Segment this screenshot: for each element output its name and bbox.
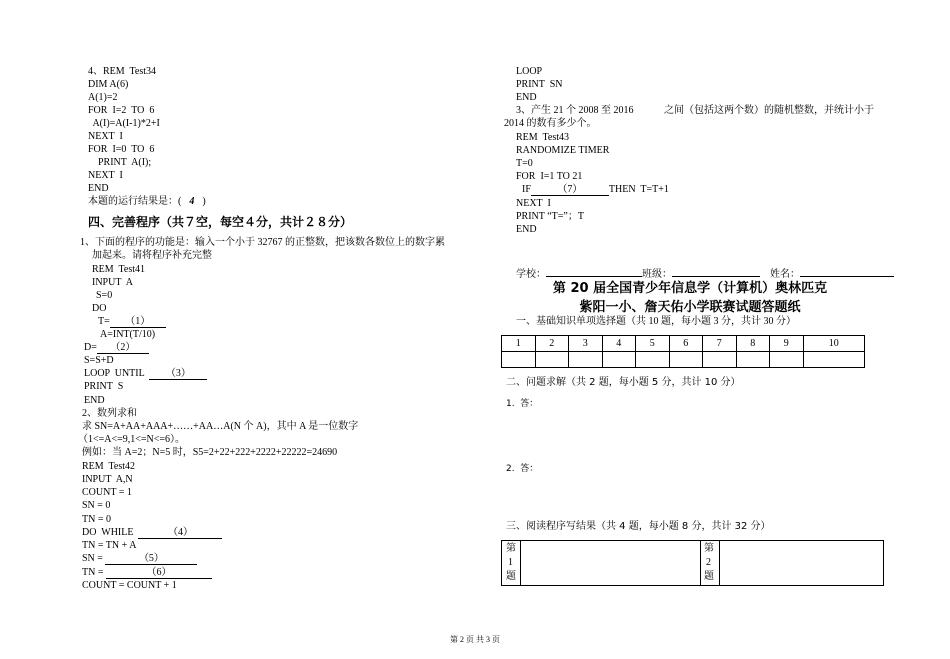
grid-number: 2 — [535, 336, 569, 352]
code-line: T=0 — [516, 158, 533, 169]
code-line: INPUT A,N — [82, 474, 133, 485]
answer-cell[interactable] — [736, 352, 770, 368]
p3-desc: 之间（包括这两个数）的随机整数，并统计小于 — [664, 105, 874, 116]
code-line: 4、REM Test34 — [88, 66, 157, 77]
code-line: DO — [92, 303, 107, 314]
code-line: SN = 0 — [82, 500, 111, 511]
code-line-blank — [82, 567, 212, 579]
p2-text: 2、数列求和 — [82, 408, 137, 419]
info-row — [516, 265, 894, 281]
answer-cell[interactable] — [535, 352, 569, 368]
q1-label: 题 — [506, 571, 516, 582]
code-text: T= — [98, 316, 110, 327]
reading-answer-box — [501, 540, 884, 586]
p1-desc: 1、下面的程序的功能是：输入一个小于 32767 的正整数，把该数各数位上的数字累 — [80, 237, 445, 248]
sheet-title: 第 20 届全国青少年信息学（计算机）奥林匹克 — [552, 281, 828, 296]
blank-1[interactable]: （1） — [110, 316, 166, 328]
blank-2[interactable]: （2） — [97, 342, 149, 354]
code-line: COUNT = 1 — [82, 487, 132, 498]
result-suffix: ) — [202, 196, 206, 207]
code-text: TN = — [82, 567, 106, 578]
blank-4[interactable]: （4） — [138, 527, 222, 539]
answer-cell[interactable] — [803, 352, 865, 368]
choice-answer-grid — [501, 335, 865, 368]
code-line: REM Test41 — [92, 264, 146, 275]
code-text: DO WHILE — [82, 527, 139, 538]
answer-cell[interactable] — [602, 352, 636, 368]
code-line: FOR I=0 TO 6 — [88, 144, 155, 155]
section2-title: 二、问题求解（共 2 题，每小题 5 分，共计 10 分） — [506, 377, 741, 388]
divider — [719, 540, 720, 585]
code-line-blank — [82, 553, 197, 565]
code-line: A=INT(T/10) — [100, 329, 156, 340]
code-line: END — [88, 183, 109, 194]
section4-title: 四、完善程序（共７空，每空４分，共计２８分） — [88, 215, 353, 229]
p2-text: 例如：当 A=2；N=5 时，S5=2+22+222+2222+22222=24690 — [82, 447, 338, 458]
name-label: 姓名： — [770, 269, 800, 280]
code-line: REM Test42 — [82, 461, 136, 472]
code-line: NEXT I — [516, 198, 551, 209]
school-label: 学校： — [516, 269, 546, 280]
code-text: SN = — [82, 553, 106, 564]
blank-3[interactable]: （3） — [149, 368, 207, 380]
code-line-blank — [82, 527, 222, 539]
answer1-label: 1. 答： — [506, 399, 539, 409]
grid-number: 3 — [569, 336, 603, 352]
grid-number: 7 — [703, 336, 737, 352]
answer-cell[interactable] — [669, 352, 703, 368]
code-line: END — [516, 224, 537, 235]
divider — [520, 540, 521, 585]
grid-number: 6 — [669, 336, 703, 352]
blank-6[interactable]: （6） — [106, 567, 212, 579]
code-line: DIM A(6) — [88, 79, 129, 90]
school-field[interactable] — [546, 265, 642, 277]
code-line: END — [516, 92, 537, 103]
code-line-blank — [84, 342, 149, 354]
code-line-blank — [98, 316, 166, 328]
code-line: NEXT I — [88, 131, 123, 142]
answer-cell[interactable] — [636, 352, 670, 368]
section3-title: 三、阅读程序写结果（共 4 题，每小题 8 分，共计 32 分） — [506, 521, 771, 532]
result-value: 4 — [189, 196, 195, 207]
code-line: FOR I=2 TO 6 — [88, 105, 155, 116]
class-label: 班级： — [642, 269, 672, 280]
p2-text: （1<=A<=9,1<=N<=6）。 — [78, 434, 186, 445]
code-line: S=0 — [96, 290, 113, 301]
p2-text: 求 SN=A+AA+AAA+……+AA…A(N 个 A)，其中 A 是一位数字 — [82, 421, 359, 432]
section1-title: 一、基础知识单项选择题（共 10 题，每小题 3 分，共计 30 分） — [516, 316, 796, 327]
code-line: PRINT “T=”；T — [516, 211, 584, 222]
code-line: REM Test43 — [516, 132, 570, 143]
divider — [700, 540, 701, 585]
grid-number: 5 — [636, 336, 670, 352]
code-line-blank — [522, 184, 669, 196]
grid-number: 1 — [502, 336, 536, 352]
code-line: RANDOMIZE TIMER — [516, 145, 610, 156]
class-field[interactable] — [672, 265, 760, 277]
code-line: TN = 0 — [82, 514, 111, 525]
p3-desc: 2014 的数有多少个。 — [504, 118, 597, 129]
code-line-blank — [84, 368, 207, 380]
grid-number: 4 — [602, 336, 636, 352]
code-line: END — [84, 395, 105, 406]
answer2-label: 2. 答： — [506, 464, 539, 474]
blank-7[interactable]: （7） — [531, 184, 609, 196]
page-footer: 第 2 页 共 3 页 — [450, 635, 500, 644]
code-line: PRINT A(I); — [88, 157, 152, 168]
p1-desc: 加起来。请将程序补充完整 — [92, 250, 212, 261]
name-field[interactable] — [800, 265, 894, 277]
code-line: S=S+D — [84, 355, 114, 366]
code-text: THEN T=T+1 — [608, 184, 669, 195]
code-line: LOOP — [516, 66, 543, 77]
code-line: COUNT = COUNT + 1 — [82, 580, 177, 591]
answer-cell[interactable] — [770, 352, 804, 368]
answer-cell[interactable] — [703, 352, 737, 368]
blank-5[interactable]: （5） — [105, 553, 197, 565]
code-line: NEXT I — [88, 170, 123, 181]
grid-number: 10 — [803, 336, 865, 352]
q2-label: 题 — [704, 571, 714, 582]
code-line: PRINT S — [84, 381, 124, 392]
q1-label: 1 — [508, 557, 513, 568]
code-line: INPUT A — [92, 277, 133, 288]
q4-result — [88, 196, 206, 208]
result-prefix: 本题的运行结果是：( — [88, 196, 182, 207]
p3-desc: 3、产生 21 个 2008 至 2016 — [516, 105, 634, 116]
q1-label: 第 — [506, 543, 516, 554]
code-line: PRINT SN — [516, 79, 563, 90]
answer-cell[interactable] — [569, 352, 603, 368]
code-line: TN = TN + A — [82, 540, 137, 551]
q2-label: 2 — [706, 557, 711, 568]
grid-number: 9 — [770, 336, 804, 352]
answer-cell[interactable] — [502, 352, 536, 368]
code-line: A(1)=2 — [88, 92, 118, 103]
code-text: D= — [84, 342, 97, 353]
grid-number: 8 — [736, 336, 770, 352]
code-text: LOOP UNTIL — [84, 368, 150, 379]
code-line: A(I)=A(I-1)*2+I — [88, 118, 160, 129]
code-text: IF — [522, 184, 531, 195]
code-line: FOR I=1 TO 21 — [516, 171, 583, 182]
sheet-subtitle: 紫阳一小、詹天佑小学联赛试题答题纸 — [579, 300, 801, 315]
q2-label: 第 — [704, 543, 714, 554]
